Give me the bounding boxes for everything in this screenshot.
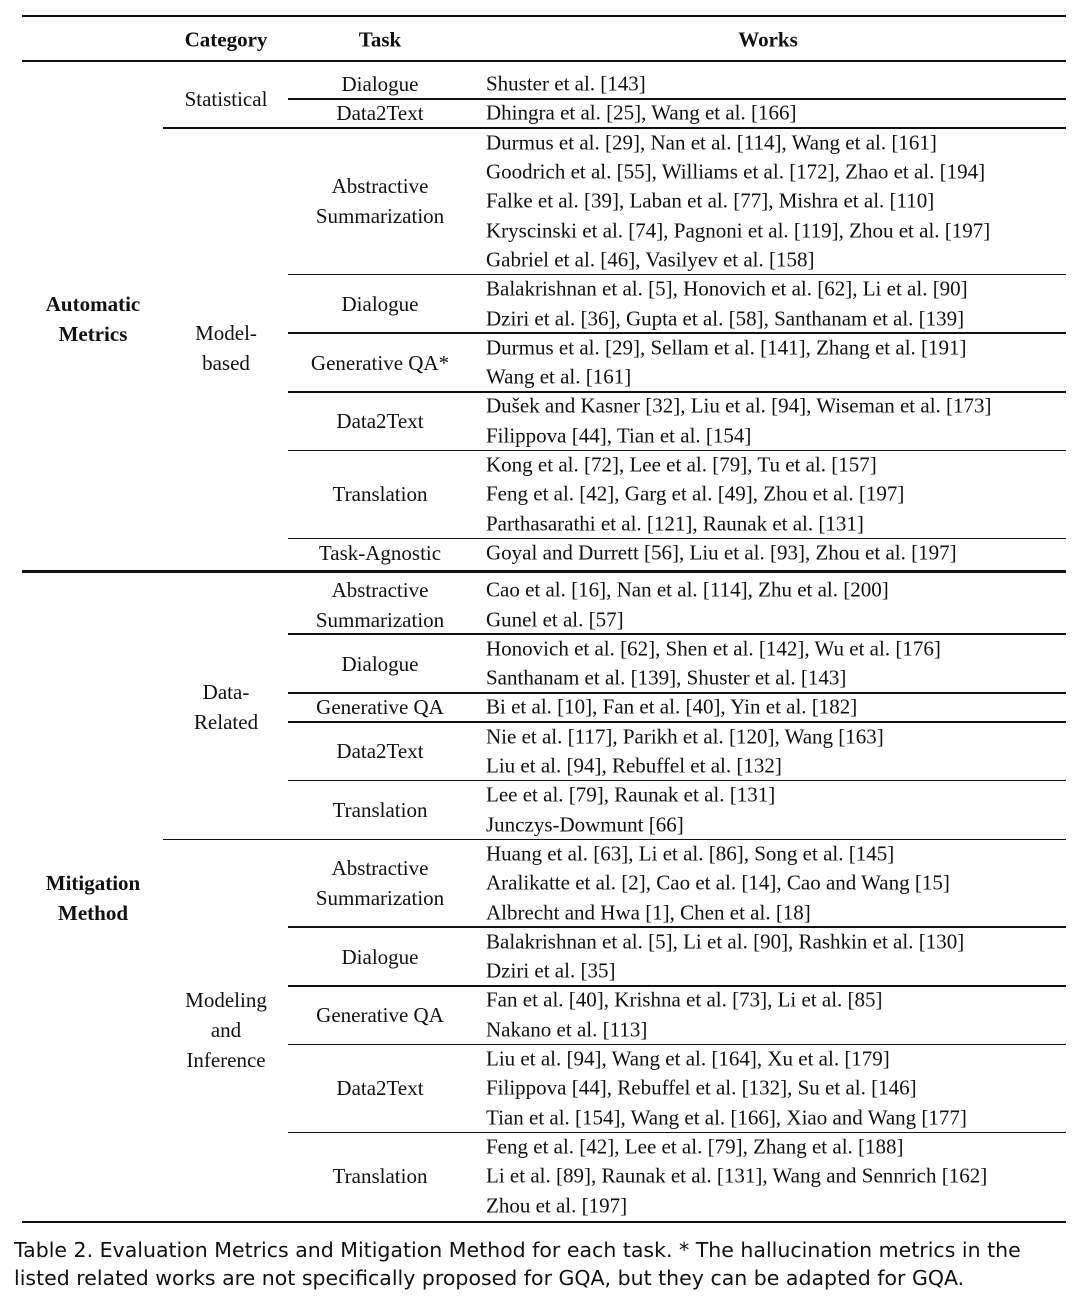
task-rule: [288, 1044, 1066, 1046]
works-line: Dušek and Kasner [32], Liu et al. [94], Wiseman et al. [173]: [486, 393, 992, 418]
header-category: Category: [184, 27, 268, 52]
top-rule: [22, 15, 1066, 18]
task-cell: Dialogue: [341, 291, 419, 316]
task-rule: [288, 450, 1066, 452]
task-cell: Translation: [332, 1164, 428, 1189]
works-line: Nie et al. [117], Parikh et al. [120], Wang [163]: [486, 724, 884, 749]
works-line: Dziri et al. [35]: [486, 958, 616, 983]
works-line: Feng et al. [42], Garg et al. [49], Zhou et al. [197]: [486, 481, 905, 506]
works-line: Gabriel et al. [46], Vasilyev et al. [158]: [486, 247, 815, 272]
group-rule: [163, 127, 1066, 129]
works-line: Gunel et al. [57]: [486, 607, 624, 632]
works-line: Feng et al. [42], Lee et al. [79], Zhang et al. [188]: [486, 1134, 904, 1159]
works-line: Dhingra et al. [25], Wang et al. [166]: [486, 100, 797, 125]
works-line: Wang et al. [161]: [486, 364, 632, 389]
task-rule: [288, 1132, 1066, 1134]
task-cell: Data2Text: [336, 739, 424, 764]
works-line: Fan et al. [40], Krishna et al. [73], Li et al. [85]: [486, 987, 883, 1012]
task-rule: [288, 274, 1066, 276]
works-line: Lee et al. [79], Raunak et al. [131]: [486, 782, 776, 807]
header-task: Task: [358, 27, 402, 52]
task-cell: Data2Text: [336, 1076, 424, 1101]
category-cell: Data- Related: [193, 680, 259, 735]
works-line: Falke et al. [39], Laban et al. [77], Mishra et al. [110]: [486, 188, 935, 213]
task-cell: Generative QA: [316, 1003, 444, 1028]
works-line: Albrecht and Hwa [1], Chen et al. [18]: [486, 900, 811, 925]
task-cell: Dialogue: [341, 72, 419, 97]
works-line: Nakano et al. [113]: [486, 1017, 648, 1042]
works-line: Shuster et al. [143]: [486, 71, 646, 96]
works-line: Balakrishnan et al. [5], Li et al. [90], Rashkin et al. [130]: [486, 929, 965, 954]
task-cell: Abstractive Summarization: [315, 577, 445, 632]
group-rule: [163, 839, 1066, 841]
task-rule: [288, 721, 1066, 723]
task-cell: Dialogue: [341, 651, 419, 676]
works-line: Kong et al. [72], Lee et al. [79], Tu et al. [157]: [486, 452, 877, 477]
works-line: Li et al. [89], Raunak et al. [131], Wang and Sennrich [162]: [486, 1163, 988, 1188]
task-rule: [288, 780, 1066, 782]
header-rule: [22, 60, 1066, 63]
works-line: Liu et al. [94], Rebuffel et al. [132]: [486, 753, 782, 778]
works-line: Liu et al. [94], Wang et al. [164], Xu et al. [179]: [486, 1046, 890, 1071]
task-cell: Translation: [332, 482, 428, 507]
task-cell: Dialogue: [341, 944, 419, 969]
header-works: Works: [738, 27, 798, 52]
table-caption: Table 2. Evaluation Metrics and Mitigation Method for each task. * The hallucination metrics in the listed related works are not specifically proposed for GQA, but they can be adapted for GQA.: [14, 1238, 1021, 1290]
task-rule: [288, 926, 1066, 928]
task-cell: Generative QA*: [310, 350, 450, 375]
task-cell: Translation: [332, 798, 428, 822]
task-rule: [288, 391, 1066, 393]
task-rule: [288, 332, 1066, 334]
works-line: Santhanam et al. [139], Shuster et al. [143]: [486, 665, 847, 690]
works-line: Junczys-Dowmunt [66]: [486, 812, 684, 837]
works-line: Cao et al. [16], Nan et al. [114], Zhu et al. [200]: [486, 577, 889, 602]
task-rule: [288, 985, 1066, 987]
task-cell: Abstractive Summarization: [315, 856, 445, 911]
works-line: Bi et al. [10], Fan et al. [40], Yin et al. [182]: [486, 694, 858, 719]
works-line: Huang et al. [63], Li et al. [86], Song et al. [145]: [486, 841, 895, 866]
works-line: Goodrich et al. [55], Williams et al. [172], Zhao et al. [194]: [486, 159, 986, 184]
section-cell: Mitigation Method: [45, 870, 141, 925]
task-cell: Data2Text: [336, 409, 424, 434]
works-line: Aralikatte et al. [2], Cao et al. [14], Cao and Wang [15]: [486, 870, 950, 895]
category-cell: Model- based: [195, 320, 257, 375]
category-cell: Statistical: [184, 86, 268, 111]
section-rule: [22, 570, 1066, 573]
works-line: Tian et al. [154], Wang et al. [166], Xiao and Wang [177]: [486, 1105, 967, 1130]
works-line: Kryscinski et al. [74], Pagnoni et al. [119], Zhou et al. [197]: [486, 218, 991, 243]
works-line: Zhou et al. [197]: [486, 1193, 628, 1218]
task-rule: [288, 633, 1066, 635]
section-cell: Automatic Metrics: [45, 291, 141, 346]
works-line: Honovich et al. [62], Shen et al. [142], Wu et al. [176]: [486, 636, 941, 661]
works-line: Balakrishnan et al. [5], Honovich et al. [62], Li et al. [90]: [486, 276, 968, 301]
works-line: Durmus et al. [29], Sellam et al. [141], Zhang et al. [191]: [486, 335, 967, 360]
works-line: Durmus et al. [29], Nan et al. [114], Wang et al. [161]: [486, 130, 937, 155]
bottom-rule: [22, 1221, 1066, 1224]
task-cell: Abstractive Summarization: [315, 174, 445, 229]
task-cell: Task-Agnostic: [318, 540, 442, 565]
works-line: Parthasarathi et al. [121], Raunak et al. [131]: [486, 511, 864, 536]
task-cell: Data2Text: [336, 101, 424, 126]
works-line: Filippova [44], Tian et al. [154]: [486, 423, 752, 448]
category-cell: Modeling and Inference: [185, 987, 267, 1072]
works-line: Dziri et al. [36], Gupta et al. [58], Santhanam et al. [139]: [486, 306, 965, 331]
task-cell: Generative QA: [316, 695, 444, 720]
works-line: Goyal and Durrett [56], Liu et al. [93], Zhou et al. [197]: [486, 540, 957, 565]
works-line: Filippova [44], Rebuffel et al. [132], Su et al. [146]: [486, 1075, 917, 1100]
